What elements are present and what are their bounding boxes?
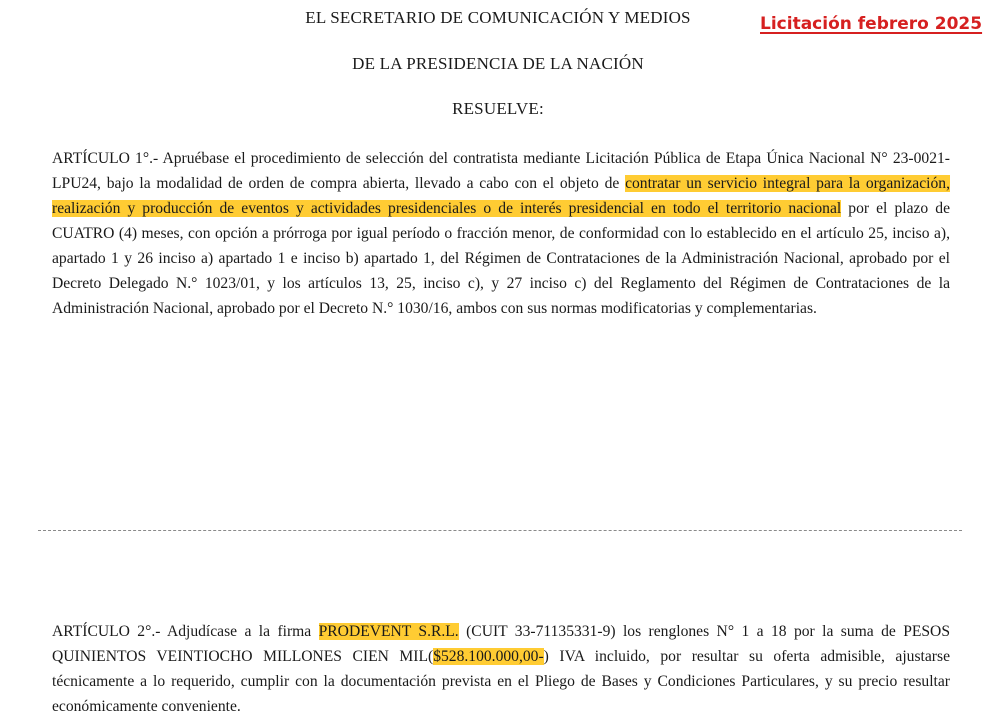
company-name-highlight: PRODEVENT S.R.L. bbox=[318, 623, 459, 640]
article-1-text-end: por el plazo de CUATRO (4) meses, con opción a prórroga por igual período o fracción menor, de conformidad con lo establecido en el artículo 25, inciso a), apartado 1 y 26 inciso a) apartado 1 e inciso b) apartado 1, del Régimen de Contrataciones de la Administración Nacional, aprobado por el Decreto Delegado N.° 1023/01, y los artículos 13, 25, inciso c), y 27 inciso c) del Reglamento del Régimen de Contrataciones de la Administración Nacional, aprobado por el Decreto N.° 1030/16, ambos con sus normas modificatorias y complementarias. bbox=[52, 200, 950, 317]
dashed-divider bbox=[38, 530, 962, 531]
header-title-line-2: DE LA PRESIDENCIA DE LA NACIÓN bbox=[352, 54, 644, 73]
article-2-text-end: ) IVA incluido, por resultar su oferta admisible, ajustarse técnicamente a lo requerido, cumplir con la documentación prevista en el Pliego de Bases y Condiciones Particulares, y su precio resultar económicamente conveniente. bbox=[52, 648, 950, 715]
article-2-paragraph bbox=[52, 619, 950, 719]
resuelve-heading: RESUELVE: bbox=[452, 99, 544, 118]
article-1-paragraph bbox=[52, 146, 950, 321]
header-title-line-1: EL SECRETARIO DE COMUNICACIÓN Y MEDIOS bbox=[305, 8, 691, 27]
article-2-text-middle: (CUIT 33-71135331-9) los renglones N° 1 a 18 por la suma de PESOS QUINIENTOS VEINTIOCHO MILLONES CIEN MIL( bbox=[52, 623, 950, 665]
article-1-highlight: contratar un servicio integral para la organización, realización y producción de eventos y actividades presidenciales o de interés presidencial en todo el territorio nacional bbox=[52, 175, 950, 217]
licitacion-tag: Licitación febrero 2025 bbox=[760, 14, 983, 34]
amount-highlight: $528.100.000,00- bbox=[433, 648, 544, 665]
article-1-text-start: ARTÍCULO 1°.- Apruébase el procedimiento de selección del contratista mediante Licitación Pública de Etapa Única Nacional N° 23-0021-LPU24, bajo la modalidad de orden de compra abierta, llevado a cabo con el objeto de bbox=[52, 150, 950, 192]
article-2-text-start: ARTÍCULO 2°.- Adjudícase a la firma bbox=[52, 623, 319, 640]
